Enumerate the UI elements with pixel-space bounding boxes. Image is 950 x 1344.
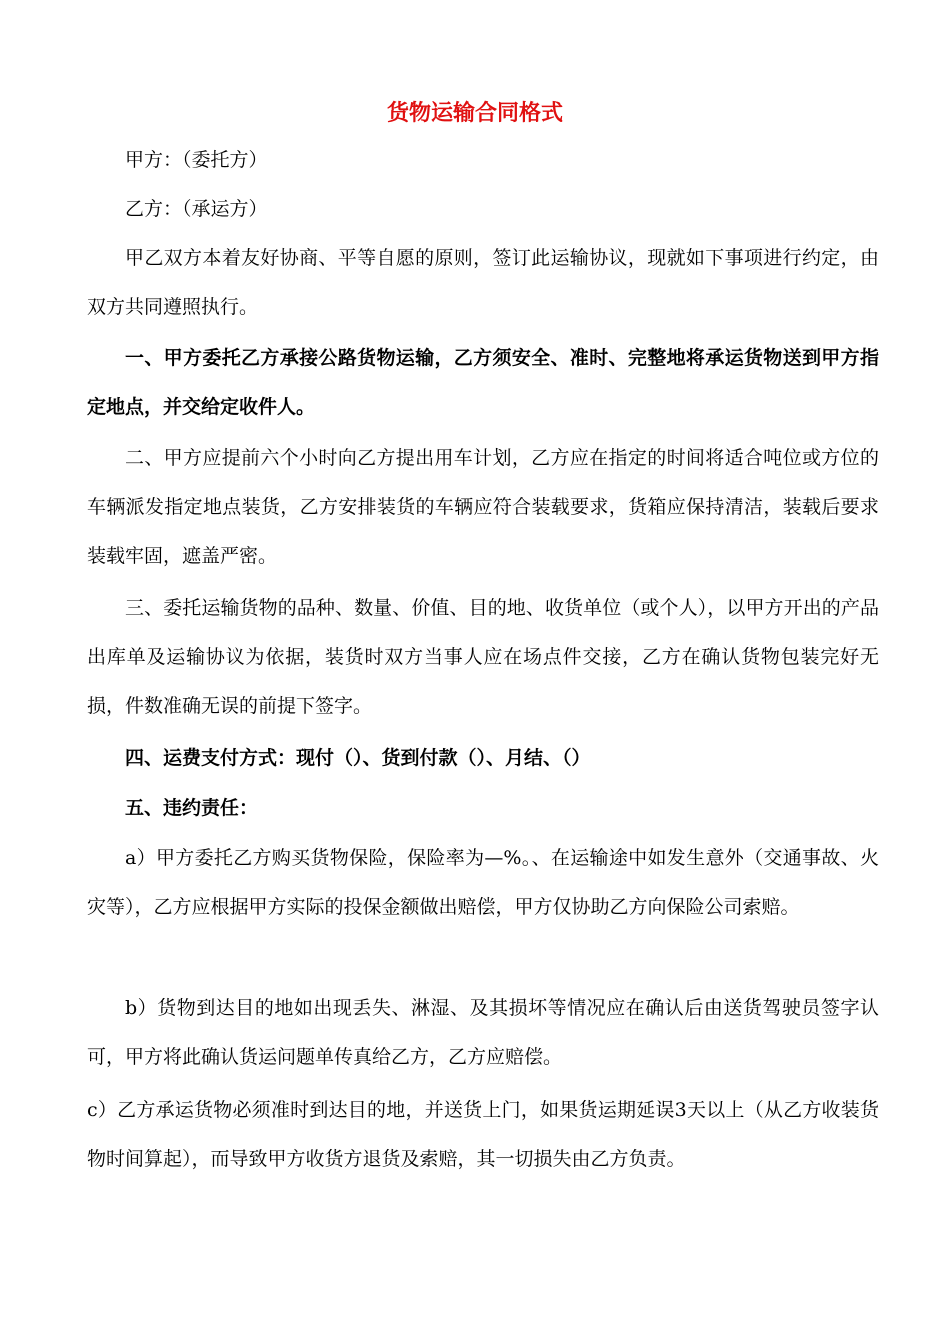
clause-1: 一、甲方委托乙方承接公路货物运输，乙方须安全、准时、完整地将承运货物送到甲方指定地点，并交给定收件人。 — [87, 347, 879, 418]
liability-item-b: b）货物到达目的地如出现丢失、淋湿、及其损坏等情况应在确认后由送货驾驶员签字认可，甲方将此确认货运问题单传真给乙方，乙方应赔偿。 — [87, 997, 879, 1068]
party-b-line: 乙方：（承运方） — [125, 198, 268, 220]
document-title: 货物运输合同格式 — [386, 101, 563, 126]
clause-5-liability: 五、违约责任： — [125, 797, 259, 819]
clause-3: 三、委托运输货物的品种、数量、价值、目的地、收货单位（或个人），以甲方开出的产品出库单及运输协议为依据，装货时双方当事人应在场点件交接，乙方在确认货物包装完好无损，件数准确无误的前提下签字。 — [87, 597, 879, 717]
clause-2: 二、甲方应提前六个小时向乙方提出用车计划，乙方应在指定的时间将适合吨位或方位的车辆派发指定地点装货，乙方安排装货的车辆应符合装载要求，货箱应保持清洁，装载后要求装载牢固，遮盖严密。 — [87, 447, 879, 567]
liability-item-a: a）甲方委托乙方购买货物保险，保险率为—%。、在运输途中如发生意外（交通事故、火灾等），乙方应根据甲方实际的投保金额做出赔偿，甲方仅协助乙方向保险公司索赔。 — [87, 847, 879, 918]
party-a-line: 甲方：（委托方） — [125, 149, 268, 171]
clause-4-payment: 四、运费支付方式：现付（）、货到付款（）、月结、（） — [125, 747, 591, 769]
intro-paragraph: 甲乙双方本着友好协商、平等自愿的原则，签订此运输协议，现就如下事项进行约定，由双方共同遵照执行。 — [87, 247, 879, 318]
liability-item-c: c）乙方承运货物必须准时到达目的地，并送货上门，如果货运期延误3天以上（从乙方收装货物时间算起），而导致甲方收货方退货及索赔，其一切损失由乙方负责。 — [87, 1099, 879, 1170]
